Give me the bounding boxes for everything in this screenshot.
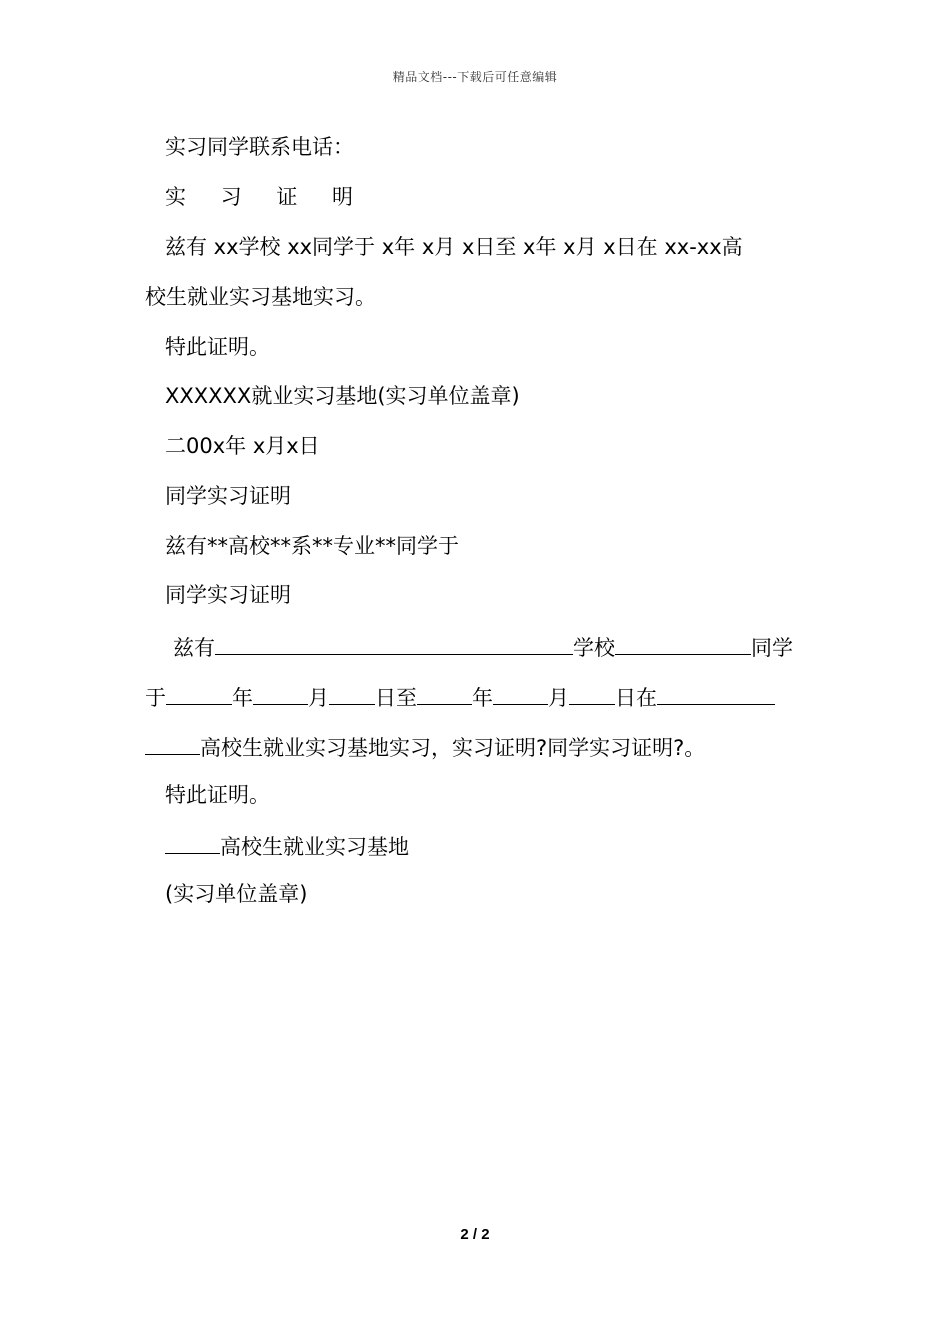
form-line-3: [145, 730, 705, 763]
base-seal-line: XXXXXX就业实习基地(实习单位盖章): [165, 384, 520, 408]
seal-note: (实习单位盖章): [165, 882, 308, 906]
blank-end-year: [417, 680, 472, 705]
blank-location-cont: [145, 730, 200, 755]
certificate-body-line-2: 校生就业实习基地实习。: [145, 285, 376, 309]
placeholder-body-line: 兹有**高校**系**专业**同学于: [165, 534, 459, 558]
form-line-2: [145, 680, 775, 713]
blank-start-day: [329, 680, 375, 705]
blank-student: [615, 630, 751, 655]
form-line-1: [173, 630, 793, 663]
blank-school: [215, 630, 573, 655]
form-text: 兹有: [173, 636, 215, 660]
form-text: 月: [548, 686, 569, 710]
page-header: 精品文档---下载后可任意编辑: [392, 70, 558, 84]
hereby-certify-2: 特此证明。: [165, 783, 270, 807]
form-text: 于: [145, 686, 166, 710]
form-text: 高校生就业实习基地实习，实习证明?同学实习证明?。: [200, 736, 706, 760]
form-text: 同学: [751, 636, 793, 660]
form-text: 学校: [573, 636, 615, 660]
form-text: 年: [232, 686, 253, 710]
blank-end-day: [569, 680, 615, 705]
certificate-body-line-1: 兹有 xx学校 xx同学于 x年 x月 x日至 x年 x月 x日在 xx-xx高: [165, 235, 743, 259]
base-line: [165, 829, 409, 862]
section-title-2: 同学实习证明: [165, 583, 291, 607]
section-title-1: 同学实习证明: [165, 484, 291, 508]
form-text: 年: [472, 686, 493, 710]
blank-start-year: [166, 680, 232, 705]
contact-phone-line: 实习同学联系电话：: [165, 135, 354, 159]
form-text: 月: [308, 686, 329, 710]
form-text: 日在: [615, 686, 657, 710]
blank-location: [657, 680, 775, 705]
page-number: 2 / 2: [460, 1226, 490, 1243]
blank-end-month: [493, 680, 548, 705]
base-text: 高校生就业实习基地: [220, 835, 409, 859]
hereby-certify: 特此证明。: [165, 335, 270, 359]
blank-start-month: [253, 680, 308, 705]
blank-base-name: [165, 829, 220, 854]
certificate-title: 实 习 证 明: [165, 185, 368, 209]
date-line: 二00x年 x月x日: [165, 434, 320, 458]
form-text: 日至: [375, 686, 417, 710]
